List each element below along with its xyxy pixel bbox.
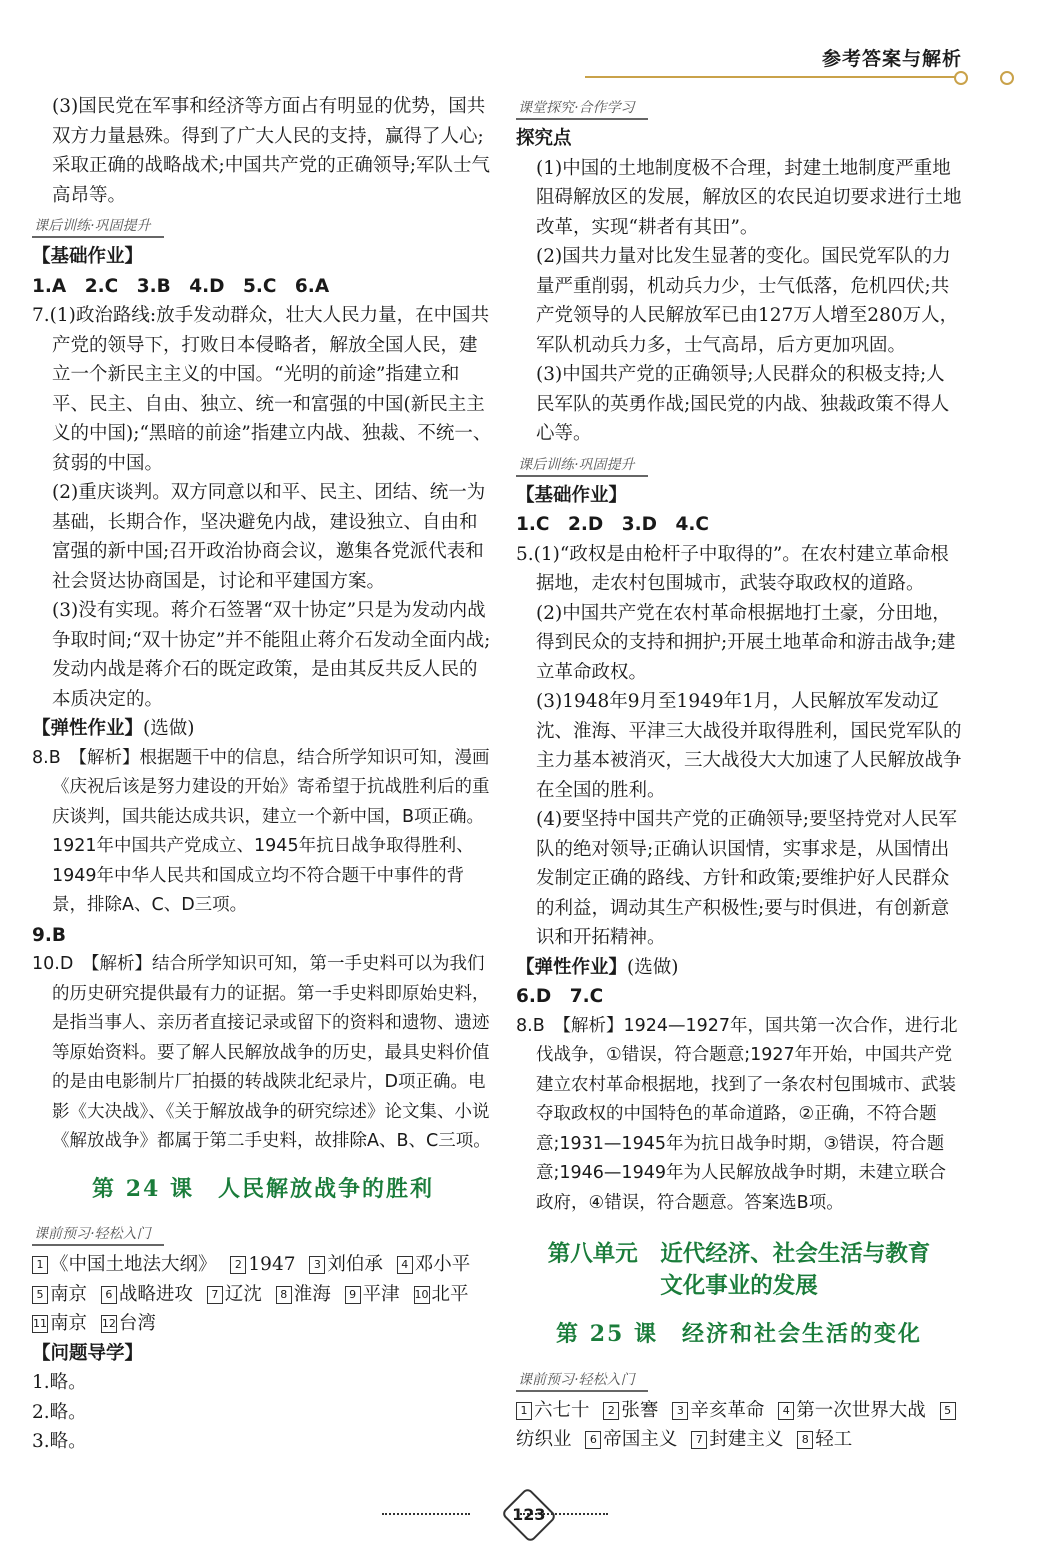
- fill-text: 六七十: [534, 1399, 590, 1421]
- fill-item: [101, 1313, 156, 1334]
- section-label: 课前预习·轻松入门: [516, 1370, 648, 1392]
- fill-text: 纺织业: [516, 1429, 572, 1450]
- fill-item: [32, 1254, 217, 1275]
- explanation: 8.B 【解析】根据题干中的信息，结合所学知识可知，漫画《庆祝后该是努力建设的开始》寄希望于抗战胜利后的重庆谈判，国共能达成共识，建立一个新中国，B项正确。1921年中国共产党成立、1945年抗日战争取得胜利、1949年中华人民共和国成立均不符合题干中事件的背景，排除A、C、D三项。: [32, 747, 490, 915]
- explore-heading: 探究点: [516, 128, 572, 149]
- paragraph: (3)没有实现。蒋介石签署“双十协定”只是为发动内战争取时间;“双十协定”并不能阻止蒋介石发动全面内战;发动内战是蒋介石的既定政策，是由其反共反人民的本质决定的。: [52, 600, 491, 710]
- paragraph: (2)重庆谈判。双方同意以和平、民主、团结、统一为基础，长期合作，坚决避免内战，建设独立、自由和富强的新中国;召开政治协商会议，邀集各党派代表和社会贤达协商国是，讨论和平建国方案。: [52, 482, 486, 592]
- answer-line: 1.C 2.D 3.D 4.C: [516, 514, 709, 535]
- fill-item: [797, 1429, 852, 1450]
- fill-item: [345, 1284, 400, 1305]
- fill-number: 5: [32, 1286, 48, 1304]
- fill-text: 平津: [362, 1283, 400, 1305]
- paragraph: (2)国共力量对比发生显著的变化。国民党军队的力量严重削弱，机动兵力少，士气低落，危机四伏;共产党领导的人民解放军已由127万人增至280万人，军队机动兵力多，士气高昂，后方更加巩固。: [536, 246, 959, 356]
- fill-text: 南京: [50, 1313, 88, 1334]
- basic-heading: 【基础作业】: [516, 484, 628, 506]
- fill-text: 台湾: [118, 1313, 156, 1334]
- fill-text: 淮海: [293, 1283, 331, 1305]
- basic-heading: 【基础作业】: [32, 246, 144, 267]
- section-label: 课前预习·轻松入门: [32, 1224, 164, 1246]
- fill-text: 刘伯承: [327, 1254, 383, 1275]
- fill-number: 6: [585, 1431, 601, 1449]
- paragraph: (4)要坚持中国共产党的正确领导;要坚持党对人民军队的绝对领导;正确认识国情，实事求是，从国情出发制定正确的路线、方针和政策;要维护好人民群众的利益，调动其生产积极性;要与时俱进，有创新意识和开拓精神。: [536, 809, 957, 948]
- elastic-heading: [32, 714, 494, 744]
- fill-item: [309, 1254, 383, 1275]
- unit-title-line: 第八单元 近代经济、社会生活与教育: [547, 1241, 931, 1267]
- paragraph: (2)中国共产党在农村革命根据地打土豪，分田地，得到民众的支持和拥护;开展土地革命和游击战争;建立革命政权。: [536, 602, 956, 683]
- fill-number: 9: [345, 1286, 361, 1304]
- fill-number: 11: [32, 1315, 48, 1333]
- fill-number: 12: [101, 1315, 117, 1333]
- fill-number: 4: [778, 1402, 794, 1420]
- guide-heading: 【问题导学】: [32, 1342, 144, 1364]
- section-label: 课后训练·巩固提升: [32, 216, 164, 238]
- elastic-note: (选做): [627, 956, 679, 978]
- elastic-note: (选做): [143, 718, 195, 739]
- fill-item: [397, 1254, 471, 1275]
- fill-number: 5: [940, 1402, 956, 1420]
- fill-text: 帝国主义: [603, 1429, 678, 1450]
- answer-line: 6.D 7.C: [516, 986, 604, 1007]
- guide-item: 2.略。: [32, 1401, 87, 1423]
- left-column: [32, 92, 494, 1457]
- fill-item: [230, 1254, 295, 1275]
- paragraph: (3)国民党在军事和经济等方面占有明显的优势，国共双方力量悬殊。得到了广大人民的支持，赢得了人心;采取正确的战略战术;中国共产党的正确领导;军队士气高昂等。: [52, 96, 490, 206]
- fill-text: 封建主义: [709, 1429, 784, 1450]
- fill-text: 《中国土地法大纲》: [50, 1254, 217, 1275]
- unit-title: [516, 1238, 962, 1302]
- fill-text: 北平: [431, 1283, 469, 1305]
- fill-item: [585, 1429, 677, 1450]
- header-title: 参考答案与解析: [821, 48, 962, 70]
- fill-number: 1: [516, 1402, 532, 1420]
- fill-item: [672, 1400, 764, 1421]
- answer-line: 1.A 2.C 3.B 4.D 5.C 6.A: [32, 275, 330, 297]
- fill-number: 6: [101, 1286, 117, 1304]
- lesson-title: 第 24 课 人民解放战争的胜利: [92, 1175, 434, 1202]
- paragraph: 5.(1)“政权是由枪杆子中取得的”。在农村建立革命根据地，走农村包围城市，武装夺取政权的道路。: [516, 543, 949, 594]
- fill-number: 1: [32, 1256, 48, 1274]
- fill-number: 2: [603, 1402, 619, 1420]
- elastic-label: 【弹性作业】: [516, 956, 628, 978]
- explanation: 10.D 【解析】结合所学知识可知，第一手史料可以为我们的历史研究提供最有力的证据。第一手史料即原始史料，是指当事人、亲历者直接记录或留下的资料和遗物、遗迹等原始资料。要了解人民解放战争的历史，最具史料价值的是由电影制片厂拍摄的转战陕北纪录片，D项正确。电影《大决战》、《关于解放战争的研究综述》论文集、小说《解放战争》都属于第二手史料，故排除A、B、C三项。: [32, 954, 491, 1151]
- fill-text: 辛亥革命: [690, 1399, 765, 1421]
- fill-item: [778, 1400, 926, 1421]
- fill-item: [414, 1284, 469, 1305]
- fill-number: 3: [672, 1402, 688, 1420]
- fill-item: [691, 1429, 783, 1450]
- header-dot: [1000, 71, 1014, 85]
- answer-line: 9.B: [32, 924, 67, 946]
- fill-number: 7: [207, 1286, 223, 1304]
- section-label: 课后训练·巩固提升: [516, 455, 648, 477]
- fill-item: [101, 1284, 193, 1305]
- fill-text: 邓小平: [414, 1254, 471, 1275]
- fill-item: [516, 1400, 590, 1421]
- fill-number: 10: [414, 1286, 430, 1304]
- fill-item: [603, 1400, 658, 1421]
- fill-answers: [32, 1250, 494, 1339]
- section-label: 课堂探究·合作学习: [516, 98, 648, 120]
- unit-title-line: 文化事业的发展: [660, 1273, 818, 1299]
- guide-list: [32, 1368, 494, 1457]
- fill-number: 8: [276, 1286, 292, 1304]
- fill-number: 7: [691, 1431, 707, 1449]
- fill-number: 4: [397, 1256, 413, 1274]
- fill-text: 南京: [50, 1283, 88, 1305]
- header-rule: [585, 76, 957, 78]
- explanation: 8.B 【解析】1924—1927年，国共第一次合作，进行北伐战争，①错误，符合题意;1927年开始，中国共产党建立农村革命根据地，找到了一条农村包围城市、武装夺取政权的中国特色的革命道路，②正确，不符合题意;1931—1945年为抗日战争时期，③错误，符合题意;1946—1949年为人民解放战争时期，未建立联合政府，④错误，符合题意。答案选B项。: [516, 1015, 958, 1213]
- fill-text: 战略进攻: [118, 1283, 193, 1305]
- fill-item: [207, 1284, 262, 1305]
- page-number-wrap: [0, 1496, 1058, 1534]
- fill-text: 1947: [248, 1254, 296, 1275]
- paragraph: (3)1948年9月至1949年1月，人民解放军发动辽沈、淮海、平津三大战役并取得胜利，国民党军队的主力基本被消灭，三大战役大大加速了人民解放战争在全国的胜利。: [536, 691, 962, 801]
- lesson-title: 第 25 课 经济和社会生活的变化: [556, 1321, 922, 1347]
- elastic-label: 【弹性作业】: [32, 718, 144, 739]
- fill-text: 辽沈: [224, 1283, 262, 1305]
- fill-item: [32, 1284, 87, 1305]
- fill-text: 第一次世界大战: [796, 1399, 926, 1421]
- fill-item: [276, 1284, 331, 1305]
- guide-item: 1.略。: [32, 1372, 87, 1393]
- fill-number: 3: [309, 1256, 325, 1274]
- elastic-heading: [516, 953, 962, 983]
- right-column: [516, 92, 962, 1455]
- guide-item: 3.略。: [32, 1431, 87, 1452]
- fill-text: 张謇: [621, 1399, 659, 1421]
- fill-number: 8: [797, 1431, 813, 1449]
- header-dot: [954, 71, 968, 85]
- page-number-badge: [501, 1487, 558, 1544]
- fill-text: 轻工: [815, 1429, 853, 1450]
- fill-number: 2: [230, 1256, 246, 1274]
- paragraph: (3)中国共产党的正确领导;人民群众的积极支持;人民军队的英勇作战;国民党的内战、独裁政策不得人心等。: [536, 364, 950, 444]
- fill-answers: [516, 1396, 962, 1455]
- page-number: 123: [512, 1505, 546, 1524]
- fill-item: [32, 1313, 87, 1334]
- paragraph: (1)中国的土地制度极不合理，封建土地制度严重地阻碍解放区的发展，解放区的农民迫切要求进行土地改革，实现“耕者有其田”。: [536, 157, 962, 238]
- paragraph: 7.(1)政治路线:放手发动群众，壮大人民力量，在中国共产党的领导下，打败日本侵略者，解放全国人民，建立一个新民主主义的中国。“光明的前途”指建立和平、民主、自由、独立、统一和富强的中国(新民主主义的中国);“黑暗的前途”指建立内战、独裁、不统一、贫弱的中国。: [32, 305, 492, 474]
